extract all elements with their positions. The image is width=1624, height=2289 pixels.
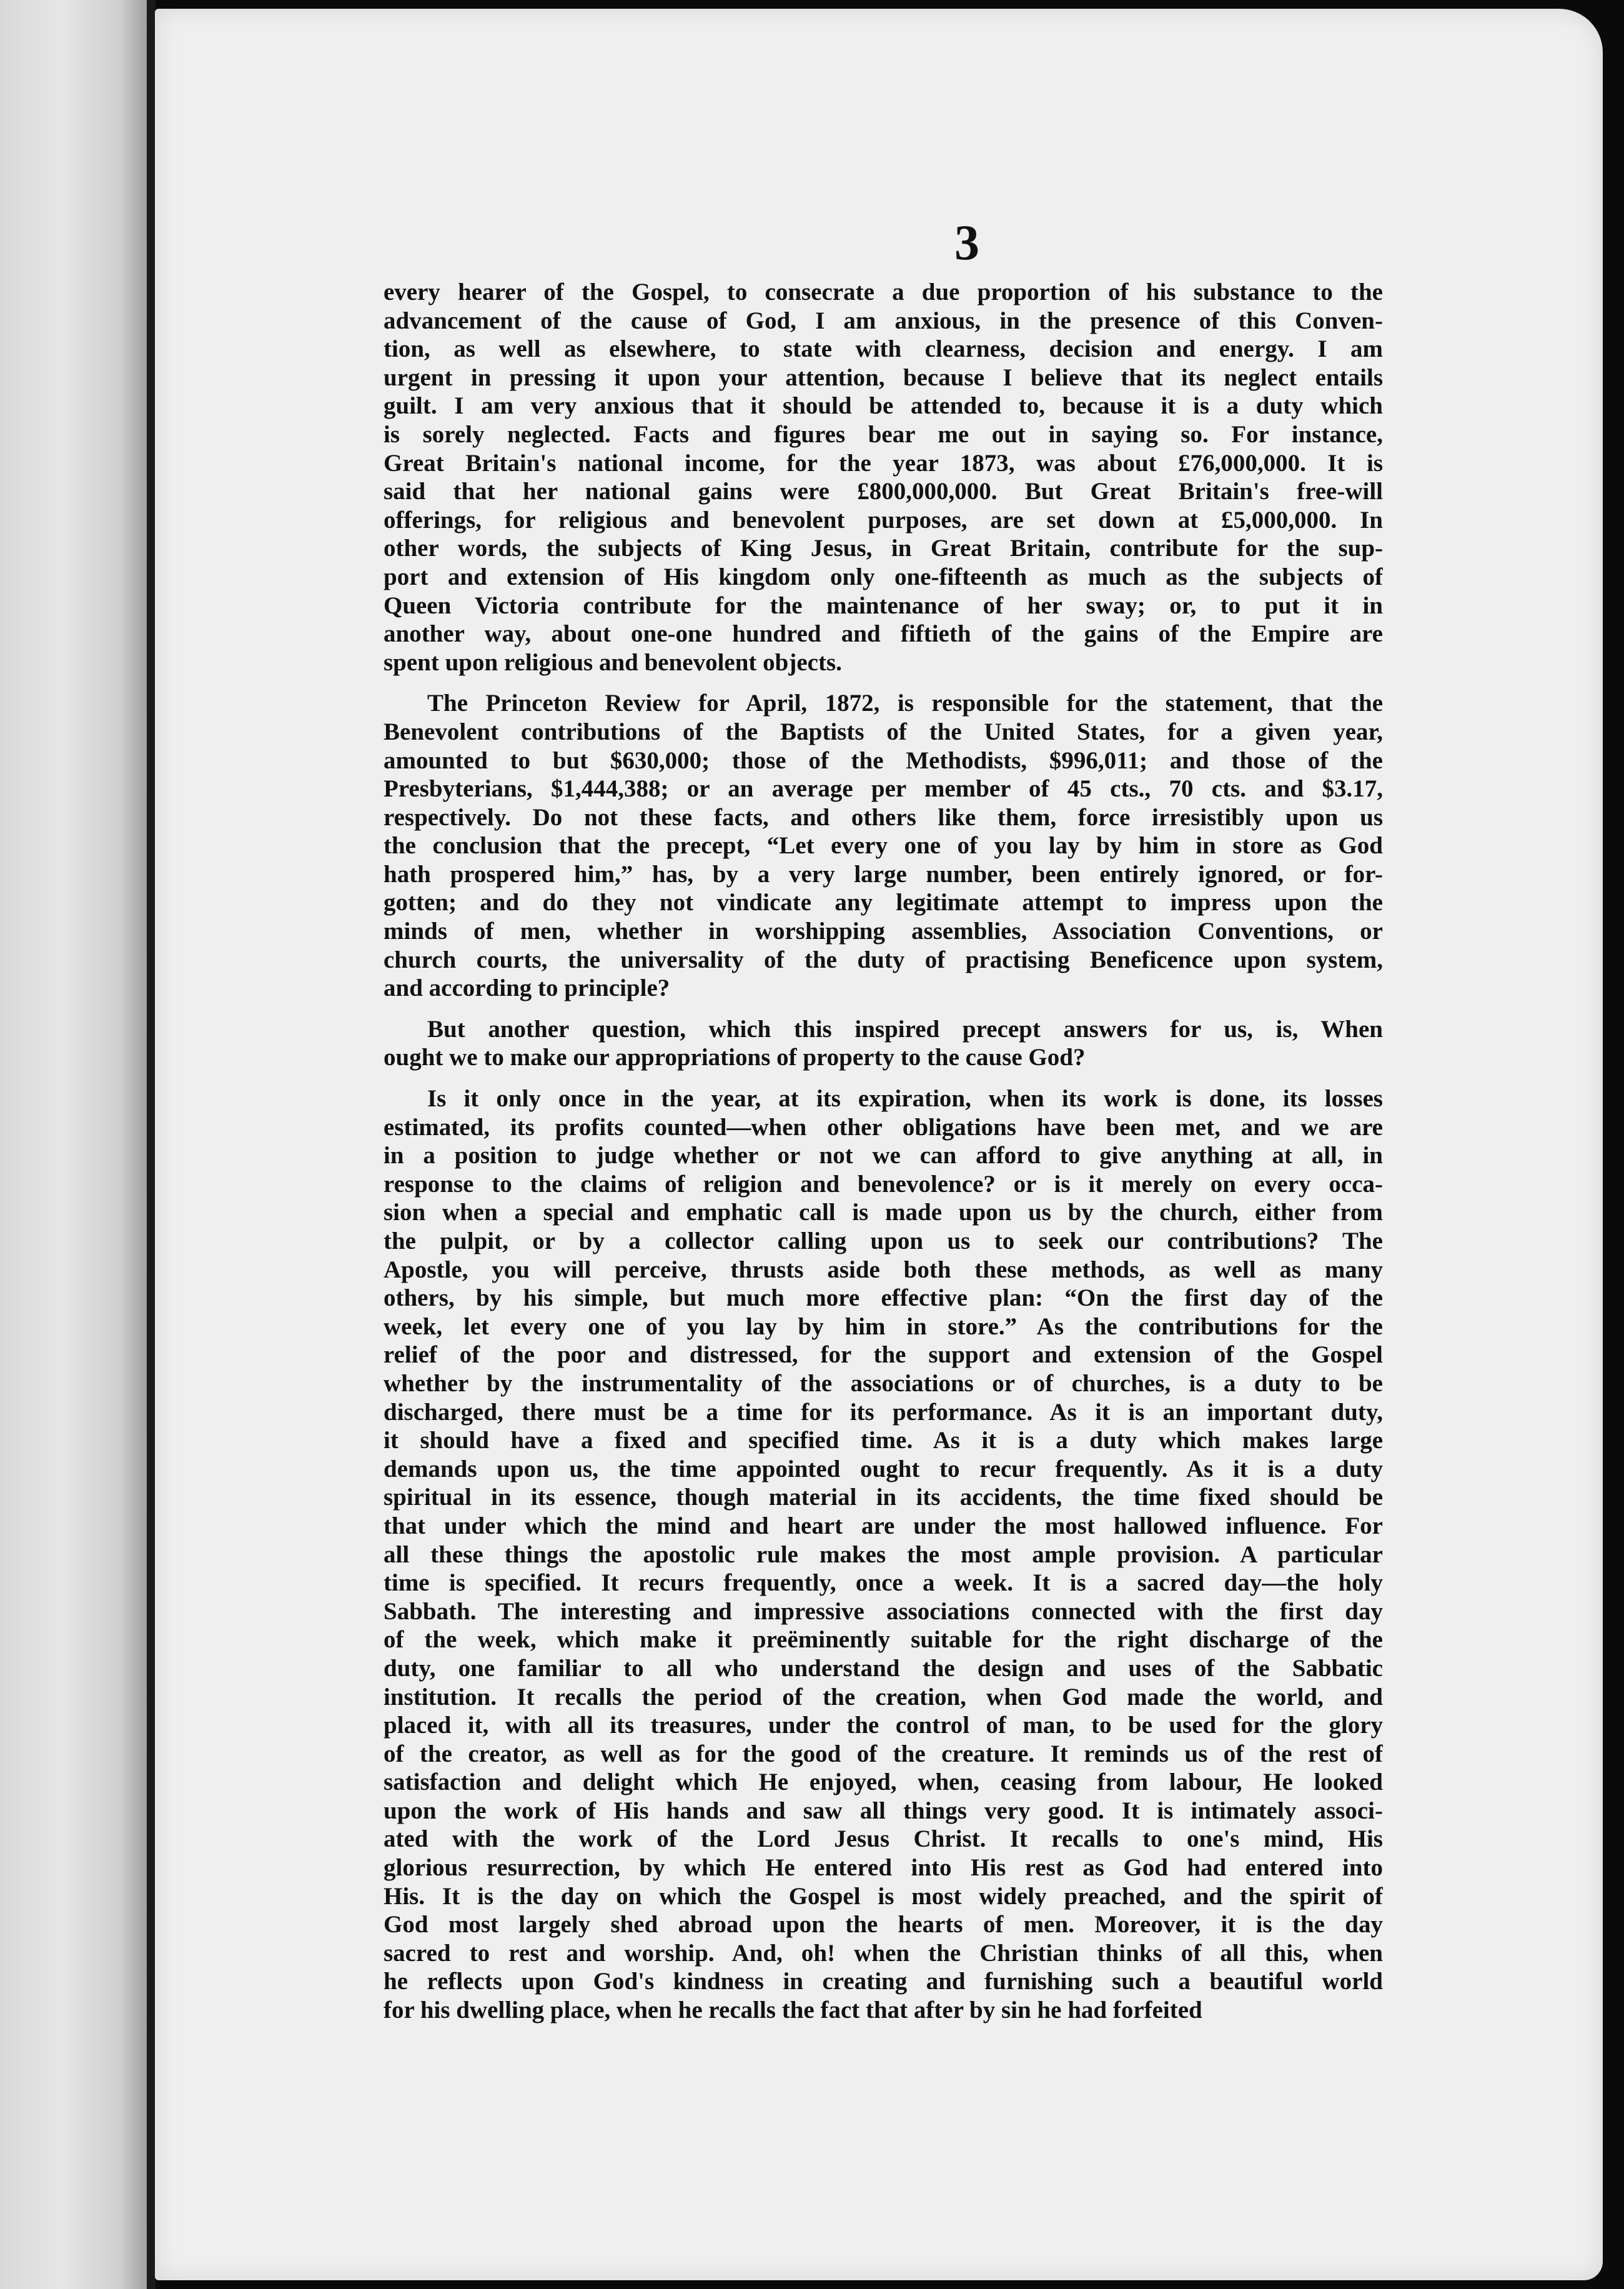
text-line: sacred to rest and worship. And, oh! when the Christian thinks of all this, when [384, 1939, 1383, 1967]
text-line: hath prospered him,” has, by a very large number, been entirely ignored, or for- [384, 860, 1383, 888]
text-line: But another question, which this inspired precept answers for us, is, When [427, 1015, 1383, 1043]
text-line: other words, the subjects of King Jesus, in Great Britain, contribute for the sup- [384, 535, 1383, 562]
text-line: estimated, its profits counted—when other obligations have been met, and we are [384, 1113, 1383, 1141]
text-line: he reflects upon God's kindness in creating and furnishing such a beautiful world [384, 1968, 1383, 1995]
text-line: whether by the instrumentality of the associations or of churches, is a duty to be [384, 1369, 1383, 1397]
paragraph-gap [384, 677, 1383, 689]
text-line: relief of the poor and distressed, for the support and extension of the Gospel [384, 1341, 1383, 1369]
text-line: all these things the apostolic rule makes the most ample provision. A particular [384, 1541, 1383, 1568]
text-line: ated with the work of the Lord Jesus Christ. It recalls to one's mind, His [384, 1825, 1383, 1853]
text-line: others, by his simple, but much more effective plan: “On the first day of the [384, 1284, 1383, 1312]
text-line: tion, as well as elsewhere, to state with clearness, decision and energy. I am [384, 335, 1383, 363]
text-line: Sabbath. The interesting and impressive associations connected with the first day [384, 1597, 1383, 1625]
text-line: demands upon us, the time appointed ought to recur frequently. As it is a duty [384, 1455, 1383, 1482]
text-line: Is it only once in the year, at its expiration, when its work is done, its losses [427, 1085, 1383, 1113]
text-line: amounted to but $630,000; those of the Methodists, $996,011; and those of the [384, 747, 1383, 774]
text-line: every hearer of the Gospel, to consecrate a due proportion of his substance to the [384, 279, 1383, 305]
text-line: satisfaction and delight which He enjoyed, when, ceasing from labour, He looked [384, 1769, 1383, 1796]
text-line: of the creator, as well as for the good of the creature. It reminds us of the rest of [384, 1740, 1383, 1767]
text-line: time is specified. It recurs frequently, once a week. It is a sacred day—the holy [384, 1569, 1383, 1597]
text-line: glorious resurrection, by which He entered into His rest as God had entered into [384, 1854, 1383, 1882]
text-line: the pulpit, or by a collector calling upon us to seek our contributions? The [384, 1228, 1383, 1254]
text-line: the conclusion that the precept, “Let every one of you lay by him in store as God [384, 832, 1383, 860]
paragraph [384, 1015, 1383, 1072]
text-line: upon the work of His hands and saw all things very good. It is intimately associ- [384, 1797, 1383, 1824]
text-line: offerings, for religious and benevolent purposes, are set down at £5,000,000. In [384, 506, 1383, 534]
paragraph [384, 689, 1383, 1003]
text-line: God most largely shed abroad upon the hearts of men. Moreover, it is the day [384, 1911, 1383, 1939]
text-line: and according to principle? [384, 975, 670, 1002]
text-line: Apostle, you will perceive, thrusts aside both these methods, as well as many [384, 1256, 1383, 1283]
text-line: urgent in pressing it upon your attention, because I believe that its neglect entails [384, 364, 1383, 391]
paragraph-gap [384, 1003, 1383, 1015]
paragraph-gap [384, 1072, 1383, 1085]
text-line: gotten; and do they not vindicate any legitimate attempt to impress upon the [384, 889, 1383, 916]
text-line: respectively. Do not these facts, and others like them, force irresistibly upon us [384, 803, 1383, 831]
text-line: Queen Victoria contribute for the maintenance of her sway; or, to put it in [384, 592, 1383, 619]
text-line: port and extension of His kingdom only one-fifteenth as much as the subjects of [384, 563, 1383, 590]
text-line: duty, one familiar to all who understand the design and uses of the Sabbatic [384, 1654, 1383, 1682]
text-line: of the week, which make it preëminently suitable for the right discharge of the [384, 1626, 1383, 1654]
text-line: it should have a fixed and specified time. As it is a duty which makes large [384, 1427, 1383, 1454]
text-line: week, let every one of you lay by him in store.” As the contributions for the [384, 1313, 1383, 1340]
text-line: is sorely neglected. Facts and figures bear me out in saying so. For instance, [384, 420, 1383, 448]
paragraph [384, 1085, 1383, 2025]
text-line: church courts, the universality of the duty of practising Beneficence upon system, [384, 946, 1383, 973]
text-line: response to the claims of religion and benevolence? or is it merely on every occa- [384, 1170, 1383, 1198]
text-line: His. It is the day on which the Gospel is most widely preached, and the spirit of [384, 1882, 1383, 1910]
text-line: Benevolent contributions of the Baptists of the United States, for a given year, [384, 718, 1383, 745]
text-line: advancement of the cause of God, I am anxious, in the presence of this Conven- [384, 307, 1383, 334]
text-line: said that her national gains were £800,000,000. But Great Britain's free-will [384, 478, 1383, 505]
facing-page-edge [0, 0, 150, 2289]
body-text [384, 278, 1383, 2025]
text-line: for his dwelling place, when he recalls the fact that after by sin he had forfeited [384, 1997, 1202, 2024]
text-line: another way, about one-one hundred and fiftieth of the gains of the Empire are [384, 620, 1383, 648]
text-line: The Princeton Review for April, 1872, is responsible for the statement, that the [427, 690, 1383, 717]
text-line: sion when a special and emphatic call is made upon us by the church, either from [384, 1199, 1383, 1226]
text-line: that under which the mind and heart are under the most hallowed influence. For [384, 1512, 1383, 1539]
text-line: institution. It recalls the period of the creation, when God made the world, and [384, 1683, 1383, 1711]
page-number: 3 [954, 216, 979, 271]
text-line: spiritual in its essence, though material in its accidents, the time fixed should be [384, 1484, 1383, 1511]
text-line: spent upon religious and benevolent objects. [384, 648, 842, 676]
binding-gutter [147, 0, 156, 2289]
text-line: Great Britain's national income, for the year 1873, was about £76,000,000. It is [384, 449, 1383, 477]
text-line: in a position to judge whether or not we can afford to give anything at all, in [384, 1142, 1383, 1169]
text-line: placed it, with all its treasures, under the control of man, to be used for the glory [384, 1712, 1383, 1739]
text-line: discharged, there must be a time for its performance. As it is an important duty, [384, 1398, 1383, 1426]
paragraph [384, 278, 1383, 677]
text-line: minds of men, whether in worshipping assemblies, Association Conventions, or [384, 918, 1383, 945]
text-line: guilt. I am very anxious that it should be attended to, because it is a duty which [384, 392, 1383, 420]
text-line: Presbyterians, $1,444,388; or an average per member of 45 cts., 70 cts. and $3.17, [384, 775, 1383, 803]
text-line: ought we to make our appropriations of property to the cause God? [384, 1044, 1086, 1071]
